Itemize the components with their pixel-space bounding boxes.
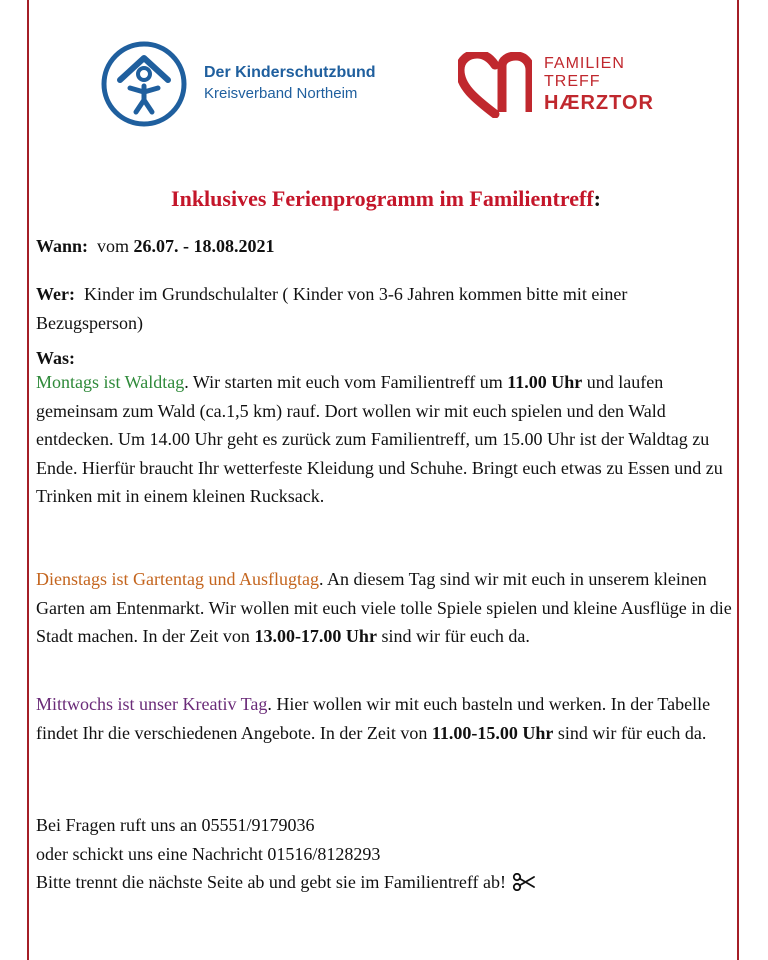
wednesday-paragraph (36, 690, 736, 747)
logo-left-line1: Der Kinderschutzbund (204, 64, 376, 81)
tuesday-paragraph (36, 565, 736, 651)
wednesday-text-1: . Hier wollen wir mit euch basteln und werken. In der Tabelle findet Ihr die verschiedenen Angebote. In der Zeit von (36, 694, 711, 743)
tuesday-text-1: . An diesem Tag sind wir mit euch in unserem kleinen Garten am Entenmarkt. Wir wollen mit euch viele tolle Spiele spielen und kleine Ausflüge in die Stadt machen. In der Zeit von (36, 569, 732, 646)
who-section (36, 280, 736, 337)
heart-door-logo-icon (458, 52, 532, 118)
contact-instruction-row (36, 868, 736, 897)
kinderschutzbund-logo (100, 40, 376, 128)
page-border-left (27, 0, 29, 960)
who-text: Kinder im Grundschulalter ( Kinder von 3-6 Jahren kommen bitte mit einer Bezugsperson) (36, 284, 628, 333)
contact-section (36, 811, 736, 897)
logo-right-line3: HÆRZTOR (544, 92, 654, 114)
logo-right-line1: FAMILIEN (544, 55, 625, 72)
wednesday-heading: Mittwochs ist unser Kreativ Tag (36, 694, 268, 714)
title-colon: : (593, 186, 601, 211)
tuesday-time: 13.00-17.00 Uhr (254, 626, 377, 646)
monday-time: 11.00 Uhr (507, 372, 583, 392)
contact-message: oder schickt uns eine Nachricht 01516/8128293 (36, 843, 381, 864)
when-section (36, 232, 736, 261)
page-title (36, 186, 736, 212)
tuesday-heading: Dienstags ist Gartentag und Ausflugtag (36, 569, 319, 589)
tuesday-text-2: sind wir für euch da. (376, 626, 530, 646)
when-label: Wann: (36, 236, 89, 256)
scissors-icon (512, 873, 536, 891)
familientreff-logo (458, 52, 654, 118)
what-label: Was: (36, 348, 76, 368)
monday-text-2: und laufen gemeinsam zum Wald (ca.1,5 km) rauf. Dort wollen wir mit euch spielen und den Wald entdecken. Um 14.00 Uhr geht es zurück zum Familientreff, um 15.00 Uhr ist der Waldtag zu Ende. Hierfür braucht Ihr wetterfeste Kleidung und Schuhe. Bringt euch etwas zu Essen und zu Trinken mit in einem kleinen Rucksack. (36, 372, 723, 506)
logo-left-line2: Kreisverband Northeim (204, 85, 358, 102)
wednesday-time: 11.00-15.00 Uhr (431, 722, 554, 743)
contact-phone: Bei Fragen ruft uns an 05551/9179036 (36, 815, 315, 835)
who-label: Wer: (36, 284, 75, 304)
kinderschutzbund-logo-icon (100, 40, 188, 128)
wednesday-text-2: sind wir für euch da. (553, 722, 707, 743)
contact-instruction: Bitte trennt die nächste Seite ab und gebt sie im Familientreff ab! (36, 872, 507, 892)
when-prefix: vom (97, 236, 134, 256)
monday-text-1: . Wir starten mit euch vom Familientreff um (184, 372, 508, 392)
monday-heading: Montags ist Waldtag (36, 372, 185, 392)
when-dates: 26.07. - 18.08.2021 (133, 236, 275, 256)
logo-right-line2: TREFF (544, 73, 601, 90)
page-border-right (737, 0, 739, 960)
title-text: Inklusives Ferienprogramm im Familientreff (171, 186, 594, 211)
monday-paragraph (36, 368, 736, 511)
